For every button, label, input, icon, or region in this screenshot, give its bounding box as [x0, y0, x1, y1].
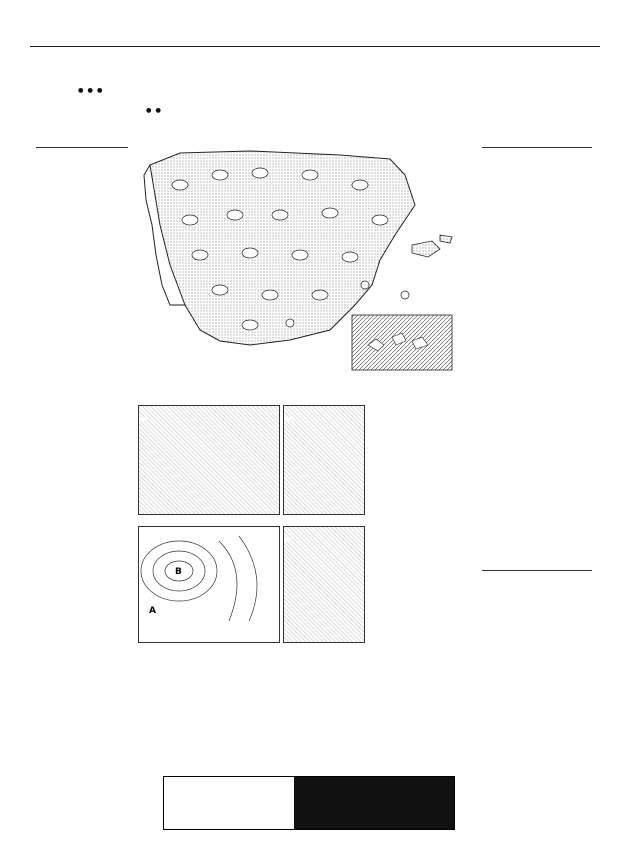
bullet-line-2: ● ●: [146, 107, 161, 114]
spain-map-svg: [140, 145, 475, 380]
reservoir-chart-svg: [268, 656, 474, 756]
spain-map: [140, 145, 475, 380]
temps-heading: [482, 147, 592, 148]
baleares-shape: [412, 241, 440, 257]
bullet-line-1: ● ● ●: [78, 87, 103, 94]
predictions-heading: [36, 147, 128, 148]
map-europa: [283, 526, 365, 643]
world-heading: [482, 570, 592, 571]
map-manana: [138, 405, 280, 515]
moon-phases: [138, 656, 202, 660]
map-europa-label: [284, 538, 292, 542]
isobar-lines: [139, 531, 277, 626]
reservoir-chart: [268, 656, 474, 760]
ad-right: [294, 777, 454, 829]
low-pressure-icon: B: [175, 567, 182, 577]
map-manana-label: [139, 417, 147, 421]
sun-moon: [207, 656, 263, 660]
iberia-ad[interactable]: [163, 776, 455, 830]
header-rule: [30, 46, 600, 47]
map-pasado: [283, 405, 365, 515]
ad-left: [164, 777, 294, 829]
high-pressure-icon: A: [149, 606, 156, 616]
map-pasado-label: [284, 417, 292, 421]
map-isobaras: [138, 526, 280, 643]
